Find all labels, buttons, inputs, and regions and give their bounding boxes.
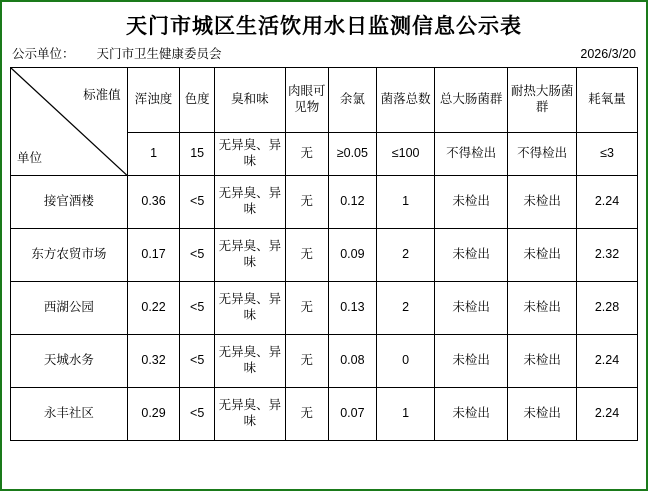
cell-thermotolerant-coliform: 未检出 — [508, 335, 577, 388]
cell-residual-chlorine: 0.07 — [328, 388, 377, 441]
cell-residual-chlorine: 0.13 — [328, 282, 377, 335]
cell-visible-matter: 无 — [285, 282, 328, 335]
cell-turbidity: 0.32 — [127, 335, 180, 388]
cell-visible-matter: 无 — [285, 388, 328, 441]
cell-total-coliform: 未检出 — [435, 282, 508, 335]
standard-turbidity: 1 — [127, 133, 180, 176]
column-header-chroma: 色度 — [180, 68, 214, 133]
subheader — [2, 44, 646, 67]
table-row — [11, 388, 638, 441]
standard-visible-matter: 无 — [285, 133, 328, 176]
cell-odor-taste: 无异臭、异味 — [214, 176, 285, 229]
corner-col-label: 单位 — [17, 151, 43, 166]
column-header-oxygen-consumption: 耗氧量 — [577, 68, 638, 133]
cell-turbidity: 0.17 — [127, 229, 180, 282]
column-header-thermotolerant-coliform: 耐热大肠菌群 — [508, 68, 577, 133]
cell-total-coliform: 未检出 — [435, 335, 508, 388]
monitoring-table — [10, 67, 638, 441]
cell-thermotolerant-coliform: 未检出 — [508, 282, 577, 335]
cell-total-colony: 2 — [377, 229, 435, 282]
table-row — [11, 282, 638, 335]
cell-chroma: <5 — [180, 335, 214, 388]
cell-chroma: <5 — [180, 176, 214, 229]
cell-turbidity: 0.22 — [127, 282, 180, 335]
table-header-row — [11, 68, 638, 133]
column-header-residual-chlorine: 余氯 — [328, 68, 377, 133]
standard-odor-taste: 无异臭、异味 — [214, 133, 285, 176]
cell-odor-taste: 无异臭、异味 — [214, 335, 285, 388]
cell-thermotolerant-coliform: 未检出 — [508, 229, 577, 282]
column-header-visible-matter: 肉眼可见物 — [285, 68, 328, 133]
standard-total-coliform: 不得检出 — [435, 133, 508, 176]
cell-chroma: <5 — [180, 282, 214, 335]
table-row — [11, 335, 638, 388]
cell-total-colony: 2 — [377, 282, 435, 335]
cell-turbidity: 0.36 — [127, 176, 180, 229]
cell-chroma: <5 — [180, 229, 214, 282]
cell-oxygen-consumption: 2.24 — [577, 176, 638, 229]
table-row — [11, 229, 638, 282]
corner-header-cell — [11, 68, 128, 176]
cell-turbidity: 0.29 — [127, 388, 180, 441]
publisher-value: 天门市卫生健康委员会 — [96, 47, 222, 61]
cell-total-coliform: 未检出 — [435, 229, 508, 282]
cell-visible-matter: 无 — [285, 335, 328, 388]
column-header-total-colony: 菌落总数 — [377, 68, 435, 133]
cell-oxygen-consumption: 2.32 — [577, 229, 638, 282]
row-unit-name: 永丰社区 — [11, 388, 128, 441]
standard-chroma: 15 — [180, 133, 214, 176]
standard-total-colony: ≤100 — [377, 133, 435, 176]
cell-odor-taste: 无异臭、异味 — [214, 388, 285, 441]
cell-total-coliform: 未检出 — [435, 388, 508, 441]
row-unit-name: 接官酒楼 — [11, 176, 128, 229]
table-row — [11, 176, 638, 229]
publish-date: 2026/3/20 — [580, 47, 636, 61]
cell-odor-taste: 无异臭、异味 — [214, 282, 285, 335]
page-title: 天门市城区生活饮用水日监测信息公示表 — [126, 15, 522, 38]
row-unit-name: 东方农贸市场 — [11, 229, 128, 282]
cell-thermotolerant-coliform: 未检出 — [508, 176, 577, 229]
cell-total-coliform: 未检出 — [435, 176, 508, 229]
cell-visible-matter: 无 — [285, 229, 328, 282]
corner-row-label: 标准值 — [83, 88, 121, 102]
cell-residual-chlorine: 0.12 — [328, 176, 377, 229]
publisher-label: 公示单位： — [12, 47, 75, 61]
column-header-total-coliform: 总大肠菌群 — [435, 68, 508, 133]
cell-oxygen-consumption: 2.28 — [577, 282, 638, 335]
cell-total-colony: 0 — [377, 335, 435, 388]
standard-thermotolerant-coliform: 不得检出 — [508, 133, 577, 176]
cell-oxygen-consumption: 2.24 — [577, 388, 638, 441]
cell-thermotolerant-coliform: 未检出 — [508, 388, 577, 441]
column-header-odor-taste: 臭和味 — [214, 68, 285, 133]
cell-odor-taste: 无异臭、异味 — [214, 229, 285, 282]
cell-residual-chlorine: 0.08 — [328, 335, 377, 388]
cell-oxygen-consumption: 2.24 — [577, 335, 638, 388]
cell-chroma: <5 — [180, 388, 214, 441]
cell-visible-matter: 无 — [285, 176, 328, 229]
column-header-turbidity: 浑浊度 — [127, 68, 180, 133]
standard-oxygen-consumption: ≤3 — [577, 133, 638, 176]
row-unit-name: 天城水务 — [11, 335, 128, 388]
cell-residual-chlorine: 0.09 — [328, 229, 377, 282]
cell-total-colony: 1 — [377, 388, 435, 441]
standard-residual-chlorine: ≥0.05 — [328, 133, 377, 176]
cell-total-colony: 1 — [377, 176, 435, 229]
row-unit-name: 西湖公园 — [11, 282, 128, 335]
